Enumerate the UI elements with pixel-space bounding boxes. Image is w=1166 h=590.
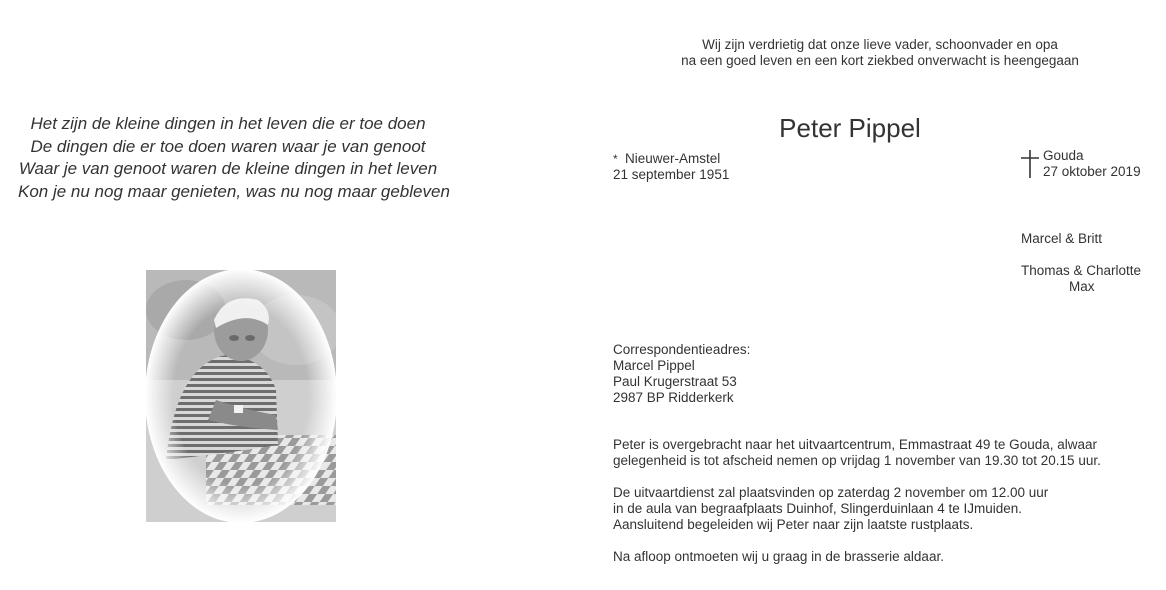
notice-line: gelegenheid is tot afscheid nemen op vrijdag 1 november van 19.30 tot 20.15 uur. — [613, 453, 1101, 468]
death-info — [1043, 148, 1141, 180]
deceased-name: Peter Pippel — [779, 113, 921, 143]
notice-paragraph — [613, 485, 1133, 533]
correspondence-name: Marcel Pippel — [613, 358, 695, 373]
notice-line: Aansluitend begeleiden wij Peter naar zijn laatste rustplaats. — [613, 517, 974, 532]
poem-line: De dingen die er toe doen waren waar je van genoot — [30, 136, 426, 156]
birth-date: 21 september 1951 — [613, 167, 730, 182]
birth-info — [613, 151, 729, 183]
notice-paragraph — [613, 549, 1133, 565]
correspondence-address — [613, 342, 750, 406]
death-date: 27 oktober 2019 — [1043, 164, 1141, 179]
cross-icon — [1019, 149, 1041, 179]
correspondence-city: 2987 BP Ridderkerk — [613, 390, 734, 405]
notice-line: Peter is overgebracht naar het uitvaartcentrum, Emmastraat 49 te Gouda, alwaar — [613, 437, 1097, 452]
notice-line: De uitvaartdienst zal plaatsvinden op zaterdag 2 november om 12.00 uur — [613, 485, 1049, 500]
poem-line: Kon je nu nog maar genieten, was nu nog maar gebleven — [18, 181, 450, 201]
poem-line: Waar je van genoot waren de kleine dingen in het leven — [18, 159, 438, 178]
notice-paragraph — [613, 437, 1133, 469]
notice-line: in de aula van begraafplaats Duinhof, Slingerduinlaan 4 te IJmuiden. — [613, 501, 1023, 516]
birth-symbol: * — [613, 152, 618, 166]
family-list — [1021, 231, 1141, 295]
family-group: Max — [1069, 279, 1095, 294]
family-group: Thomas & Charlotte — [1021, 263, 1142, 278]
death-place: Gouda — [1043, 148, 1084, 163]
intro-text — [660, 37, 1100, 69]
poem — [18, 113, 450, 203]
correspondence-street: Paul Krugerstraat 53 — [613, 374, 737, 389]
poem-line: Het zijn de kleine dingen in het leven die er toe doen — [30, 114, 426, 133]
portrait-photo — [146, 270, 336, 522]
intro-line: na een goed leven en een kort ziekbed onverwacht is heengegaan — [681, 53, 1079, 68]
correspondence-heading: Correspondentieadres: — [613, 342, 751, 357]
birth-place: Nieuwer-Amstel — [625, 151, 721, 166]
notice-line: Na afloop ontmoeten wij u graag in de brasserie aldaar. — [613, 549, 944, 564]
intro-line: Wij zijn verdrietig dat onze lieve vader, schoonvader en opa — [702, 37, 1058, 52]
family-group: Marcel & Britt — [1021, 231, 1103, 246]
